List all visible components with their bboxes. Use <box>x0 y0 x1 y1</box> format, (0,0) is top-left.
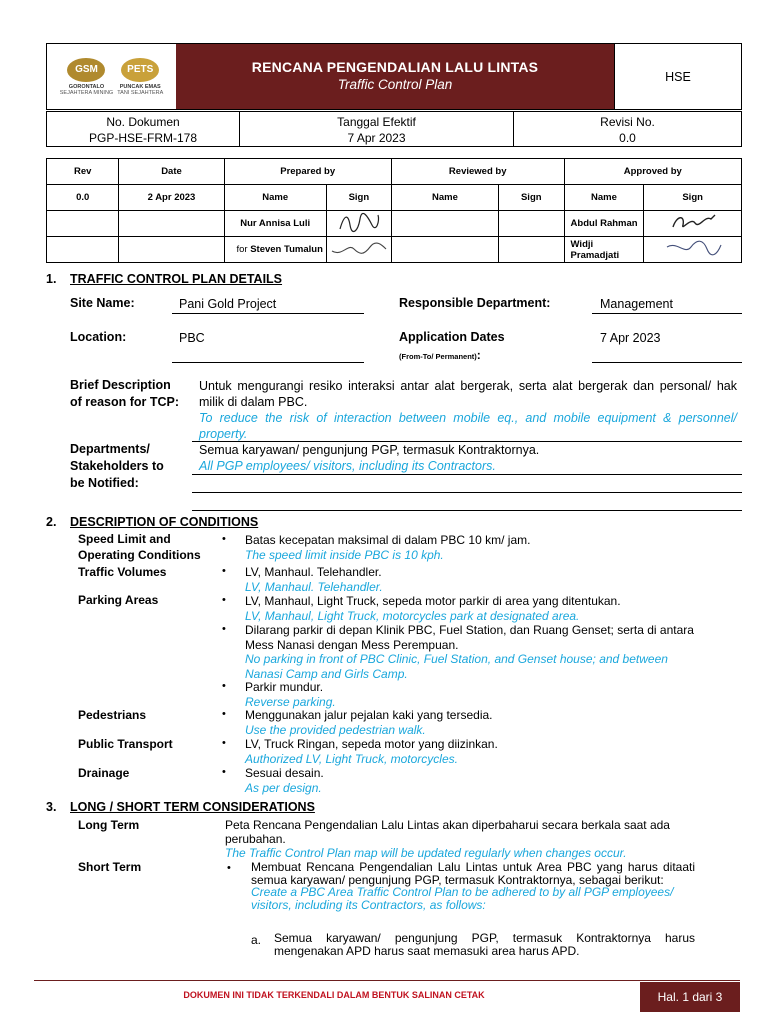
section-2-number: 2. <box>46 515 57 529</box>
document-meta-row <box>46 111 742 147</box>
traffic-volumes-item: • LV, Manhaul. Telehandler. LV, Manhaul. Telehandler. <box>222 565 383 594</box>
section-1-number: 1. <box>46 272 57 286</box>
traffic-volumes-label: Traffic Volumes <box>78 565 167 579</box>
public-transport-item: • LV, Truck Ringan, sepeda motor yang diizinkan. Authorized LV, Light Truck, motorcycles. <box>222 737 498 766</box>
company-logos <box>46 43 176 110</box>
pedestrians-item: • Menggunakan jalur pejalan kaki yang tersedia. Use the provided pedestrian walk. <box>222 708 493 737</box>
application-dates-sublabel: (From-To/ Permanent): <box>399 348 481 362</box>
pets-logo-sub1: PUNCAK EMAS <box>119 83 161 90</box>
long-term-value: Peta Rencana Pengendalian Lalu Lintas akan diperbaharui secara berkala saat ada perubahan. The Traffic Control Plan map will be updated regularly when changes occur. <box>225 818 670 860</box>
approved-signature-1 <box>644 211 742 237</box>
prepared-name-2-cell <box>224 237 326 263</box>
section-3-title: LONG / SHORT TERM CONSIDERATIONS <box>70 800 315 814</box>
bullet: • <box>222 766 226 778</box>
signature-icon <box>334 211 384 233</box>
document-subtitle: Traffic Control Plan <box>337 77 453 92</box>
site-name-label: Site Name: <box>70 296 135 310</box>
signature-icon <box>663 237 723 259</box>
footer-divider <box>34 980 740 981</box>
prepared-sign-header: Sign <box>326 185 391 211</box>
bullet: • <box>222 737 226 749</box>
bullet: • <box>222 680 226 692</box>
prepared-signature-1 <box>326 211 391 237</box>
bullet: • <box>222 533 226 545</box>
prepared-name-header: Name <box>224 185 326 211</box>
document-title-block <box>176 43 614 110</box>
date-header: Date <box>119 159 224 185</box>
signature-icon <box>665 211 721 233</box>
rev-value: 0.0 <box>47 185 119 211</box>
prepared-by-header: Prepared by <box>224 159 391 185</box>
departments-label: Departments/ Stakeholders to be Notified: <box>70 442 164 490</box>
drainage-item: • Sesuai desain. As per design. <box>222 766 324 795</box>
parking-item-2: • Dilarang parkir di depan Klinik PBC, Fuel Station, dan Ruang Genset; serta di antara Mess Nanasi dengan Mess Perempuan. No parking in front of PBC Clinic, Fuel Station, and Genset house; and between Nanasi Camp and Girls Camp. <box>222 623 694 681</box>
reviewed-name-header: Name <box>391 185 498 211</box>
doc-number-label: No. Dokumen <box>106 115 180 129</box>
bullet: • <box>222 623 226 635</box>
revision-cell <box>514 112 741 146</box>
date-value: 2 Apr 2023 <box>119 185 224 211</box>
approved-name-2: Widji Pramadjati <box>564 237 644 263</box>
site-name-value: Pani Gold Project <box>179 297 277 311</box>
prepared-name-2: Steven Tumalun <box>250 244 323 255</box>
approved-name-1: Abdul Rahman <box>564 211 644 237</box>
brief-description-value <box>199 378 737 442</box>
doc-number-value: PGP-HSE-FRM-178 <box>88 131 198 145</box>
bullet: • <box>222 594 226 606</box>
gsm-logo-mark: GSM <box>67 58 105 82</box>
departments-english: All PGP employees/ visitors, including its Contractors. <box>199 459 496 473</box>
pets-logo-sub2: TANI SEJAHTERA <box>117 89 164 96</box>
section-2-title: DESCRIPTION OF CONDITIONS <box>70 515 259 529</box>
prepared-for-prefix: for <box>236 244 248 255</box>
parking-areas-label: Parking Areas <box>78 593 159 607</box>
department-code: HSE <box>614 43 742 110</box>
bullet: • <box>222 565 226 577</box>
pets-logo-mark: PETS <box>121 58 159 82</box>
effective-date-label: Tanggal Efektif <box>337 115 416 129</box>
prepared-name-1: Nur Annisa Luli <box>224 211 326 237</box>
parking-item-1: • LV, Manhaul, Light Truck, sepeda motor parkir di area yang ditentukan. LV, Manhaul, Light Truck, motorcycles park at designated area. <box>222 594 621 623</box>
responsible-department-value: Management <box>600 297 673 311</box>
brief-description-indonesian: Untuk mengurangi resiko interaksi antar alat bergerak, serta alat bergerak dan personal/ hak milik di dalam PBC. <box>199 379 737 409</box>
effective-date-value: 7 Apr 2023 <box>347 131 406 145</box>
revision-label: Revisi No. <box>600 115 655 129</box>
page-number: Hal. 1 dari 3 <box>640 982 740 1012</box>
brief-description-label: Brief Description of reason for TCP: <box>70 378 180 409</box>
parking-item-3: • Parkir mundur. Reverse parking. <box>222 680 336 709</box>
pedestrians-label: Pedestrians <box>78 708 147 722</box>
approved-sign-header: Sign <box>644 185 742 211</box>
public-transport-label: Public Transport <box>78 737 173 751</box>
bullet: • <box>222 708 226 720</box>
short-term-label: Short Term <box>78 860 142 874</box>
document-title: RENCANA PENGENDALIAN LALU LINTAS <box>251 59 539 75</box>
item-a-text: Semua karyawan/ pengunjung PGP, termasuk Kontraktornya harus mengenakan APD harus saat memasuki area harus APD. <box>274 931 695 958</box>
departments-value <box>199 442 737 474</box>
approved-name-header: Name <box>564 185 644 211</box>
doc-number-cell <box>47 112 240 146</box>
application-dates-label: Application Dates <box>399 330 505 344</box>
revision-value: 0.0 <box>619 131 636 145</box>
pets-logo <box>117 58 163 96</box>
rev-header: Rev <box>47 159 119 185</box>
gsm-logo-sub1: GORONTALO <box>68 83 105 90</box>
item-a-letter: a. <box>251 933 262 947</box>
prepared-signature-2 <box>326 237 391 263</box>
speed-limit-label: Speed Limit and Operating Conditions <box>78 532 201 562</box>
section-3-number: 3. <box>46 800 57 814</box>
uncontrolled-copy-note: DOKUMEN INI TIDAK TERKENDALI DALAM BENTUK SALINAN CETAK <box>183 990 485 1000</box>
bullet: • <box>227 862 231 874</box>
location-value: PBC <box>179 331 205 345</box>
gsm-logo-sub2: SEJAHTERA MINING <box>59 89 114 96</box>
section-1-title: TRAFFIC CONTROL PLAN DETAILS <box>70 272 283 286</box>
approved-by-header: Approved by <box>564 159 741 185</box>
reviewed-by-header: Reviewed by <box>391 159 564 185</box>
drainage-label: Drainage <box>78 766 130 780</box>
brief-description-english: To reduce the risk of interaction between mobile eq., and mobile equipment & personnel/ property. <box>199 411 737 441</box>
location-label: Location: <box>70 330 127 344</box>
long-term-label: Long Term <box>78 818 140 832</box>
reviewed-sign-header: Sign <box>499 185 565 211</box>
approval-table <box>46 158 742 263</box>
approved-signature-2 <box>644 237 742 263</box>
application-dates-value: 7 Apr 2023 <box>600 331 661 345</box>
responsible-department-label: Responsible Department: <box>399 296 551 310</box>
speed-limit-item: • Batas kecepatan maksimal di dalam PBC 10 km/ jam. The speed limit inside PBC is 10 kph. <box>222 533 531 562</box>
signature-icon <box>330 237 388 259</box>
effective-date-cell <box>240 112 514 146</box>
departments-indonesian: Semua karyawan/ pengunjung PGP, termasuk Kontraktornya. <box>199 443 540 457</box>
short-term-value: Membuat Rencana Pengendalian Lalu Lintas untuk Area PBC yang harus ditaati semua karyawan/ pengunjung PGP, termasuk Kontraktornya, sebagai berikut: Create a PBC Area Traffic Control Plan to be adhered to by all PGP employees/ visitors, including its Contractors, as follows: <box>251 860 695 912</box>
gsm-logo <box>60 58 113 96</box>
